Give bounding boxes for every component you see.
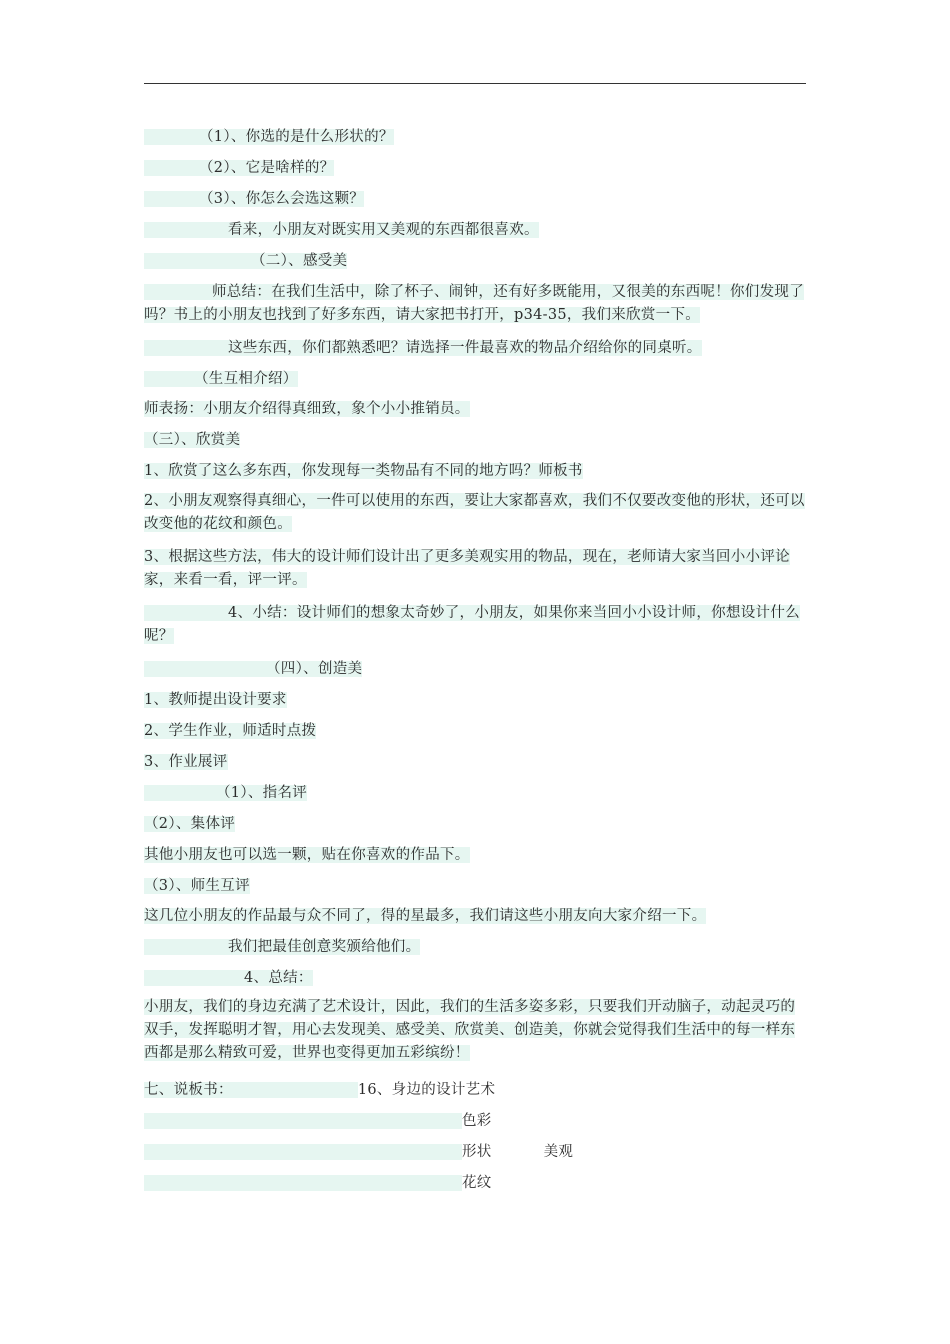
board-pattern: 花纹 (462, 1175, 492, 1191)
create-step-3: 3、作业展评 (144, 754, 228, 770)
evaluation-1: （1）、指名评 (144, 783, 307, 803)
teacher-remark: 看来，小朋友对既实用又美观的东西都很喜欢。 (144, 220, 539, 240)
question-1: （1）、你选的是什么形状的？ (144, 127, 394, 147)
create-step-1: 1、教师提出设计要求 (144, 692, 287, 708)
board-heading: 七、说板书： 16、身边的设计艺术 (144, 1082, 496, 1098)
board-title: 16、身边的设计艺术 (357, 1082, 496, 1098)
section-heading-3: （三）、欣赏美 (144, 432, 241, 448)
award-line: 我们把最佳创意奖颁给他们。 (144, 937, 420, 957)
appreciate-item-3: 3、根据这些方法，伟大的设计师们设计出了更多美观实用的物品，现在，老师请大家当回小小评论家，来看一看，评一评。 (144, 549, 790, 588)
section-heading-2: （二）、感受美 (144, 251, 347, 271)
question-2: （2）、它是啥样的？ (144, 158, 334, 178)
peer-introduction: （生互相介绍） (144, 369, 298, 389)
conclusion-paragraph: 小朋友，我们的身边充满了艺术设计，因此，我们的生活多姿多彩，只要我们开动脑子，动起灵巧的双手，发挥聪明才智，用心去发现美、感受美、欣赏美、创造美，你就会觉得我们生活中的每一样东西都是那么精致可爱，世界也变得更加五彩缤纷！ (144, 999, 796, 1061)
appreciate-summary: 4、小结：设计师们的想象太奇妙了，小朋友，如果你来当回小小设计师，你想设计什么呢？ (144, 605, 800, 644)
create-step-2: 2、学生作业，师适时点拨 (144, 723, 317, 739)
familiar-items-line: 这些东西，你们都熟悉吧？请选择一件最喜欢的物品介绍给你的同桌听。 (144, 338, 702, 358)
teacher-praise: 师表扬：小朋友介绍得真细致，象个小小推销员。 (144, 401, 470, 417)
question-3: （3）、你怎么会选这颗？ (144, 189, 364, 209)
board-color-row (144, 1111, 492, 1131)
evaluation-2-text: 其他小朋友也可以选一颗，贴在你喜欢的作品下。 (144, 847, 470, 863)
board-color: 色彩 (462, 1113, 492, 1129)
evaluation-2: （2）、集体评 (144, 816, 236, 832)
appreciate-item-2: 2、小朋友观察得真细心，一件可以使用的东西，要让大家都喜欢，我们不仅要改变他的形状，还可以改变他的花纹和颜色。 (144, 493, 805, 532)
section-heading-4: （四）、创造美 (144, 659, 362, 679)
evaluation-3-text: 这几位小朋友的作品最与众不同了，得的星最多，我们请这些小朋友向大家介绍一下。 (144, 908, 707, 924)
header-rule (144, 83, 806, 84)
teacher-summary-paragraph: 师总结：在我们生活中，除了杯子、闹钟，还有好多既能用，又很美的东西呢！你们发现了吗？书上的小朋友也找到了好多东西，请大家把书打开，p34-35，我们来欣赏一下。 (144, 284, 804, 323)
board-shape: 形状 (462, 1144, 492, 1160)
conclusion-heading: 4、总结： (144, 968, 313, 988)
board-pattern-row (144, 1173, 492, 1193)
appreciate-item-1: 1、欣赏了这么多东西，你发现每一类物品有不同的地方吗？师板书 (144, 463, 583, 479)
evaluation-3: （3）、师生互评 (144, 878, 250, 894)
board-beauty: 美观 (543, 1144, 574, 1160)
board-shape-row (144, 1142, 573, 1162)
